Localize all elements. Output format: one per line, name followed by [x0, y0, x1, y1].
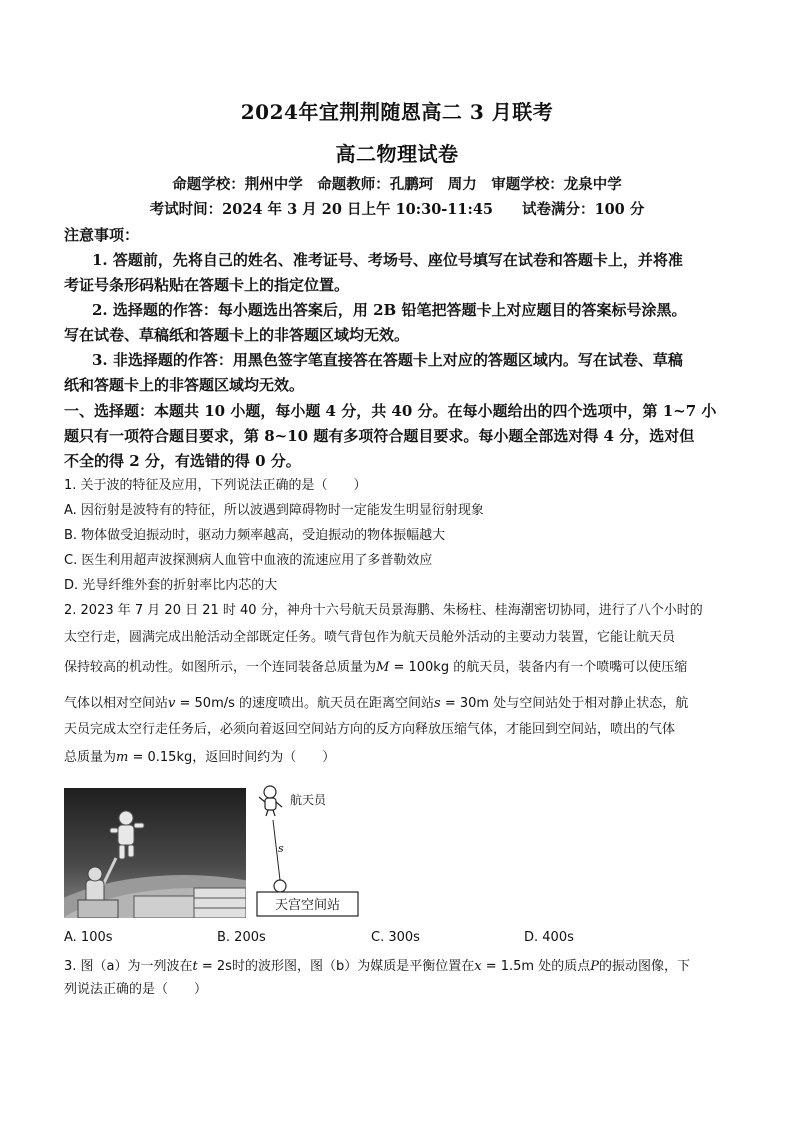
q2-option-b: B. 200s: [217, 930, 266, 945]
diagram-astronaut-label: 航天员: [290, 793, 327, 807]
section-1-line-2: 题只有一项符合题目要求，第 8~10 题有多项符合题目要求。每小题全部选对得 4 分，选对但: [64, 427, 695, 445]
section-1-line-3: 不全的得 2 分，有选错的得 0 分。: [64, 452, 301, 470]
q2-line-1: 2. 2023 年 7 月 20 日 21 时 40 分，神舟十六号航天员景海鹏、朱杨柱、桂海潮密切协同，进行了八个小时的: [64, 603, 703, 618]
q2-line-6: 总质量为m = 0.15kg，返回时间约为（ ）: [64, 750, 336, 765]
note-1-line-1: 1. 答题前，先将自己的姓名、准考证号、考场号、座位号填写在试卷和答题卡上，并将准: [92, 251, 683, 269]
notes-heading: 注意事项：: [64, 226, 140, 244]
diagram-drawing: [256, 780, 360, 918]
diagram-station-label: 天宫空间站: [274, 898, 341, 913]
section-1-line-1: 一、选择题：本题共 10 小题，每小题 4 分，共 40 分。在每小题给出的四个选项中，第 1~7 小: [64, 402, 717, 420]
station-marker: [274, 880, 286, 892]
note-3-line-2: 纸和答题卡上的非答题区域均无效。: [64, 376, 305, 394]
note-2-line-1: 2. 选择题的作答：每小题选出答案后，用 2B 铅笔把答题卡上对应题目的答案标号涂黑。: [92, 301, 687, 319]
q2-line-3: 保持较高的机动性。如图所示，一个连同装备总质量为M = 100kg 的航天员，装备内有一个喷嘴可以使压缩: [64, 660, 688, 675]
q2-option-a: A. 100s: [64, 930, 113, 945]
q1-option-a: A. 因衍射是波特有的特征，所以波遇到障碍物时一定能发生明显衍射现象: [64, 503, 484, 518]
q3-line-2: 列说法正确的是（ ）: [64, 982, 208, 997]
note-3-line-1: 3. 非选择题的作答：用黑色签字笔直接答在答题卡上对应的答题区域内。写在试卷、草稿: [92, 351, 683, 369]
spacewalk-diagram: [256, 780, 360, 918]
q2-line-2: 太空行走，圆满完成出舱活动全部既定任务。喷气背包作为航天员舱外活动的主要动力装置，它能让航天员: [64, 630, 676, 645]
exam-time: 考试时间：2024 年 3 月 20 日上午 10:30-11:45 试卷满分：100 分: [149, 201, 645, 218]
q2-figure: [64, 780, 360, 918]
q2-line-4: 气体以相对空间站v = 50m/s 的速度喷出。航天员在距离空间站s = 30m 处与空间站处于相对静止状态，航: [64, 696, 689, 711]
spacewalk-photo-drawing: [64, 788, 246, 918]
q3-line-1: 3. 图（a）为一列波在t = 2s时的波形图，图（b）为媒质是平衡位置在x = 1.5m 处的质点P的振动图像，下: [64, 959, 690, 974]
astronaut-icon: [259, 786, 282, 816]
exam-authors: 命题学校：荆州中学 命题教师：孔鹏珂 周力 审题学校：龙泉中学: [172, 176, 622, 193]
spacewalk-photo: [64, 788, 246, 918]
q1-option-d: D. 光导纤维外套的折射率比内芯的大: [64, 578, 278, 593]
q2-option-c: C. 300s: [371, 930, 420, 945]
exam-title: 2024年宜荆荆随恩高二 3 月联考: [240, 100, 554, 124]
q1-stem: 1. 关于波的特征及应用，下列说法正确的是（ ）: [64, 478, 367, 493]
exam-subtitle: 高二物理试卷: [335, 142, 459, 166]
q1-option-c: C. 医生利用超声波探测病人血管中血液的流速应用了多普勒效应: [64, 553, 433, 568]
note-2-line-2: 写在试卷、草稿纸和答题卡上的非答题区域均无效。: [64, 326, 410, 344]
q1-option-b: B. 物体做受迫振动时，驱动力频率越高，受迫振动的物体振幅越大: [64, 528, 446, 543]
q2-option-d: D. 400s: [524, 930, 574, 945]
diagram-distance-label: s: [278, 842, 284, 855]
q2-line-5: 天员完成太空行走任务后，必须向着返回空间站方向的反方向释放压缩气体，才能回到空间站，喷出的气体: [64, 722, 676, 737]
note-1-line-2: 考证号条形码粘贴在答题卡上的指定位置。: [64, 276, 350, 294]
